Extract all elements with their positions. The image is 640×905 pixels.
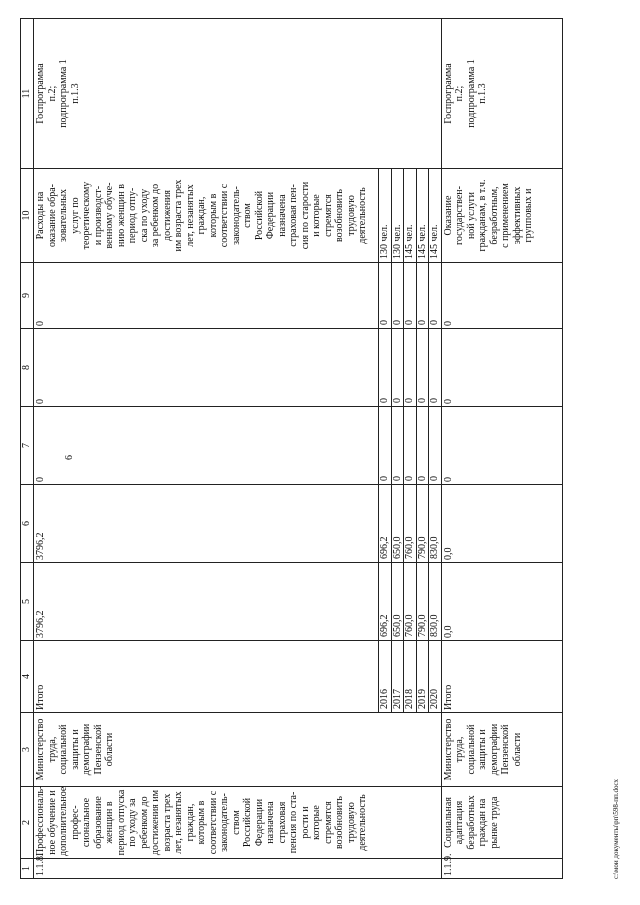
value-c9: 0	[429, 263, 442, 329]
value-c8: 0	[391, 329, 404, 407]
value-c6: 696,2	[379, 485, 392, 563]
value-c5: 790,0	[416, 563, 429, 641]
header-cell: 10	[21, 169, 34, 263]
value-c8: 0	[429, 329, 442, 407]
value-c7: 0	[379, 407, 392, 485]
total-c5: 3796,2	[34, 563, 379, 641]
year-cell: 2017	[391, 641, 404, 713]
value-c5: 696,2	[379, 563, 392, 641]
executor: Министерство труда, социальной защиты и демографии Пензенской области	[441, 713, 562, 787]
table-row	[441, 19, 562, 879]
header-cell: 9	[21, 263, 34, 329]
value-c6: 790,0	[416, 485, 429, 563]
header-cell: 1	[21, 859, 34, 879]
value-c9: 0	[391, 263, 404, 329]
value-c7: 0	[416, 407, 429, 485]
row-number: 1.1.9.	[441, 859, 562, 879]
value-c10: 130 чел.	[379, 169, 392, 263]
total-c6: 0,0	[441, 485, 562, 563]
program-reference: Госпрограмма п.2; подпрограмма 1 п.1.3	[34, 19, 442, 169]
event-name: Социальная адаптация безработных граждан на рынке труда	[441, 787, 562, 859]
year-cell: 2019	[416, 641, 429, 713]
year-cell: 2018	[404, 641, 417, 713]
row-number: 1.1.8.	[34, 859, 442, 879]
total-c9: 0	[34, 263, 379, 329]
value-c9: 0	[404, 263, 417, 329]
program-table	[20, 18, 563, 879]
total-label: Итого	[441, 641, 562, 713]
value-c7: 0	[391, 407, 404, 485]
total-c6: 3796,2	[34, 485, 379, 563]
page-number: 6	[64, 455, 75, 460]
value-c5: 830,0	[429, 563, 442, 641]
header-cell: 4	[21, 641, 34, 713]
executor: Министерство труда, социальной защиты и демографии Пензенской области	[34, 713, 442, 787]
value-c9: 0	[416, 263, 429, 329]
value-c6: 760,0	[404, 485, 417, 563]
indicator: Оказание государствен- ной услуги гражданам, в т.ч. безработным, с применением эффективных групповых и	[441, 169, 562, 263]
value-c7: 0	[404, 407, 417, 485]
value-c10: 130 чел.	[391, 169, 404, 263]
value-c10: 145 чел.	[429, 169, 442, 263]
value-c6: 650,0	[391, 485, 404, 563]
year-cell: 2020	[429, 641, 442, 713]
table-row	[34, 19, 379, 879]
header-row	[21, 19, 34, 879]
value-c9: 0	[379, 263, 392, 329]
header-cell: 8	[21, 329, 34, 407]
header-cell: 7	[21, 407, 34, 485]
header-cell: 11	[21, 19, 34, 169]
header-cell: 6	[21, 485, 34, 563]
indicator: Расходы на оказание обра- зовательных услуг по теоретическому и производст- венному обуче- нию женщин в период отпу- ска по уходу за ребенком до достижения им возраста трех лет, незанятых граждан, которым в соответствии с законодатель- ством Российской Федерации назначена страховая пен- сия по старости и которые стремятся возобновить трудовую деятельность	[34, 169, 379, 263]
value-c8: 0	[416, 329, 429, 407]
total-c8: 0	[34, 329, 379, 407]
total-c7: 0	[441, 407, 562, 485]
total-label: Итого	[34, 641, 379, 713]
value-c5: 760,0	[404, 563, 417, 641]
year-cell: 2016	[379, 641, 392, 713]
footer-file-path: c:\мои документы\рп\598-пп.docx	[612, 778, 620, 879]
program-reference: Госпрограмма п.2; подпрограмма 1 п.1.3	[441, 19, 562, 169]
total-c8: 0	[441, 329, 562, 407]
value-c7: 0	[429, 407, 442, 485]
value-c8: 0	[379, 329, 392, 407]
total-c5: 0,0	[441, 563, 562, 641]
value-c5: 650,0	[391, 563, 404, 641]
value-c10: 145 чел.	[404, 169, 417, 263]
header-cell: 3	[21, 713, 34, 787]
total-c9: 0	[441, 263, 562, 329]
header-cell: 5	[21, 563, 34, 641]
value-c10: 145 чел.	[416, 169, 429, 263]
event-name: Профессиональ- ное обучение и дополнительное профес- сиональное образование женщин в период отпуска по уходу за ребенком до достижения им возраста трех лет, незанятых граждан, которым в соответствии с законодатель- ством Российской Федерации назначена страховая пенсия по ста- рости и которые стремятся возобновить трудовую деятельность	[34, 787, 442, 859]
value-c8: 0	[404, 329, 417, 407]
value-c6: 830,0	[429, 485, 442, 563]
total-c7: 0	[34, 407, 379, 485]
header-cell: 2	[21, 787, 34, 859]
